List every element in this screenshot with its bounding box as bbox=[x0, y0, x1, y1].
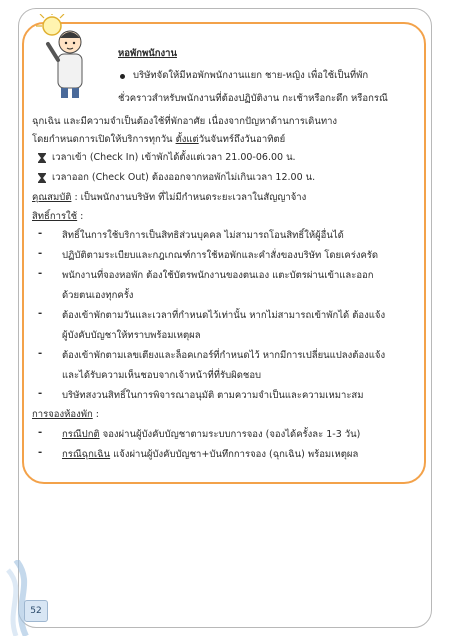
booking-urgent-text: แจ้งผ่านผู้บังคับบัญชา+บันทึกการจอง (ฉุกเฉิน) พร้อมเหตุผล bbox=[110, 449, 359, 460]
booking-normal-text: จองผ่านผู้บังคับบัญชาตามระบบการจอง (จองได้ครั้งละ 1-3 วัน) bbox=[99, 429, 361, 440]
intro-line-4-a: โดยกำหนดการเปิดให้บริการทุกวัน bbox=[32, 134, 176, 145]
rights-line bbox=[32, 211, 83, 223]
bullet-dot bbox=[120, 74, 125, 79]
booking-urgent-label: กรณีฉุกเฉิน bbox=[62, 449, 111, 460]
booking-normal bbox=[62, 429, 360, 441]
qualification-label: คุณสมบัติ bbox=[32, 192, 72, 203]
rule-item: ปฏิบัติตามระเบียบและกฎเกณฑ์การใช้หอพักและคำสั่งของบริษัท โดยเคร่งครัด bbox=[62, 250, 379, 261]
booking-colon: : bbox=[92, 409, 99, 420]
rule-item: ต้องเข้าพักตามวันและเวลาที่กำหนดไว้เท่านั้น หากไม่สามารถเข้าพักได้ ต้องแจ้ง bbox=[62, 310, 386, 321]
hourglass-icon bbox=[38, 153, 46, 163]
hourglass-icon bbox=[38, 173, 46, 183]
page-number: 52 bbox=[24, 600, 48, 622]
check-out-text: เวลาออก (Check Out) ต้องออกจากหอพักไม่เกินเวลา 12.00 น. bbox=[52, 172, 316, 183]
booking-urgent bbox=[62, 449, 358, 461]
rule-item: สิทธิ์ในการใช้บริการเป็นสิทธิส่วนบุคคล ไม่สามารถโอนสิทธิ์ให้ผู้อื่นได้ bbox=[62, 230, 344, 241]
rule-item: บริษัทสงวนสิทธิ์ในการพิจารณาอนุมัติ ตามความจำเป็นและความเหมาะสม bbox=[62, 390, 364, 401]
intro-line-4-c: วันจันทร์ถึงวันอาทิตย์ bbox=[198, 134, 286, 145]
dash-marker: - bbox=[38, 388, 43, 399]
booking-line bbox=[32, 409, 99, 421]
corner-wave-decoration bbox=[6, 560, 66, 636]
rights-colon: : bbox=[77, 211, 84, 222]
rights-label: สิทธิ์การใช้ bbox=[32, 211, 78, 222]
mascot-lightbulb-figure bbox=[34, 14, 94, 100]
dash-marker: - bbox=[38, 268, 43, 279]
dash-marker: - bbox=[38, 348, 43, 359]
booking-normal-label: กรณีปกติ bbox=[62, 429, 100, 440]
booking-label: การจองห้องพัก bbox=[32, 409, 93, 420]
section-heading: หอพักพนักงาน bbox=[118, 48, 177, 59]
intro-line-2: ชั่วคราวสำหรับพนักงานที่ต้องปฏิบัติงาน กะเช้าหรือกะดึก หรือกรณี bbox=[118, 93, 388, 104]
qualification-text: : เป็นพนักงานบริษัท ที่ไม่มีกำหนดระยะเวลาในสัญญาจ้าง bbox=[71, 192, 307, 203]
dash-marker: - bbox=[38, 248, 43, 259]
intro-line-1: บริษัทจัดให้มีหอพักพนักงานแยก ชาย-หญิง เพื่อใช้เป็นที่พัก bbox=[133, 70, 369, 81]
check-in-text: เวลาเข้า (Check In) เข้าพักได้ตั้งแต่เวลา 21.00-06.00 น. bbox=[52, 152, 296, 163]
rule-item-continued: ด้วยตนเองทุกครั้ง bbox=[62, 290, 134, 301]
rule-item: ต้องเข้าพักตามเลขเตียงและล็อคเกอร์ที่กำหนดไว้ หากมีการเปลี่ยนแปลงต้องแจ้ง bbox=[62, 350, 386, 361]
dash-marker: - bbox=[38, 308, 43, 319]
intro-line-4 bbox=[32, 134, 285, 146]
rule-item-continued: และได้รับความเห็นชอบจากเจ้าหน้าที่ที่รับผิดชอบ bbox=[62, 370, 262, 381]
dash-marker: - bbox=[38, 427, 43, 438]
intro-line-4-b: ตั้งแต่ bbox=[175, 134, 199, 145]
rule-item: พนักงานที่จองหอพัก ต้องใช้บัตรพนักงานของตนเอง แตะบัตรผ่านเข้าและออก bbox=[62, 270, 374, 281]
qualification-line bbox=[32, 192, 306, 204]
rule-item-continued: ผู้บังคับบัญชาให้ทราบพร้อมเหตุผล bbox=[62, 330, 201, 341]
dash-marker: - bbox=[38, 447, 43, 458]
dash-marker: - bbox=[38, 228, 43, 239]
intro-line-3: ฉุกเฉิน และมีความจำเป็นต้องใช้ที่พักอาศัย เนื่องจากปัญหาด้านการเดินทาง bbox=[32, 116, 338, 127]
